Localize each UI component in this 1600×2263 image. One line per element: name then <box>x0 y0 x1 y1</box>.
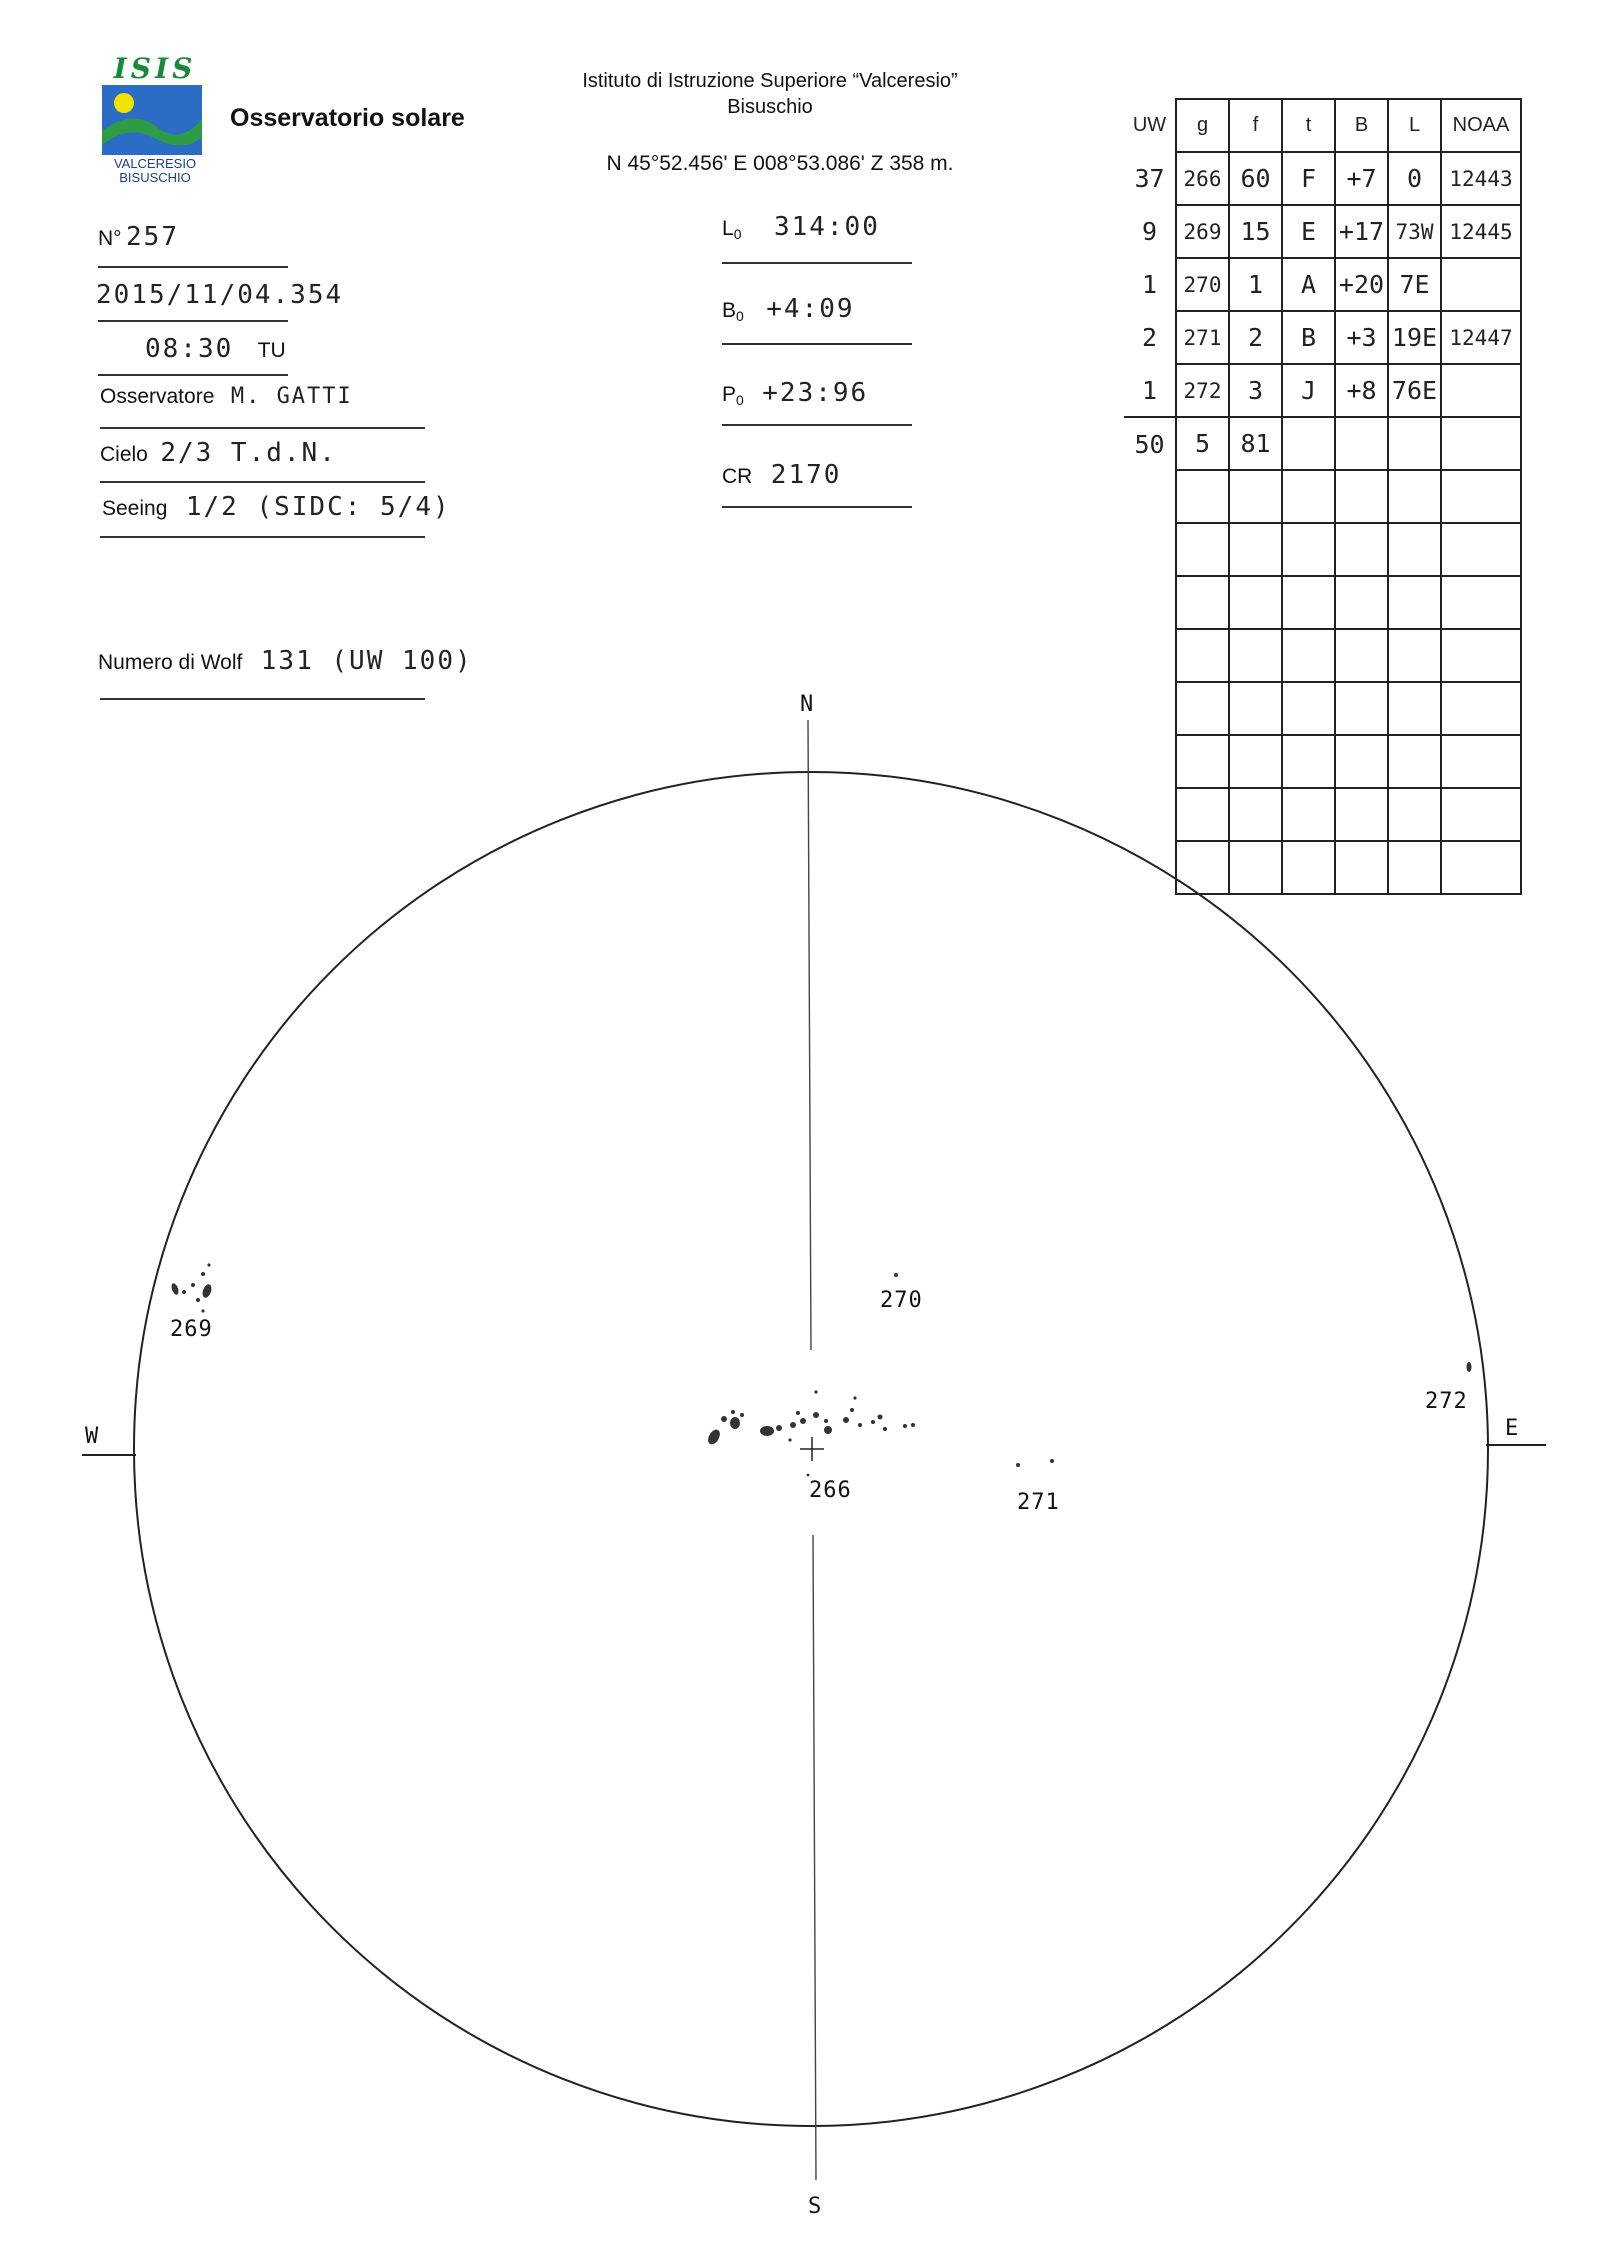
table-cell: 269 <box>1176 205 1229 258</box>
cr-value: 2170 <box>770 460 842 490</box>
north-label: N <box>800 692 814 717</box>
west-label: W <box>85 1424 99 1449</box>
observer-underline <box>100 427 425 429</box>
table-cell: B <box>1282 311 1335 364</box>
group-label-270: 270 <box>880 1288 923 1313</box>
table-empty-row <box>1124 523 1521 576</box>
total-spots: 81 <box>1229 417 1282 470</box>
seeing-label: Seeing <box>102 497 168 520</box>
number-field <box>98 222 179 252</box>
sunspot-group-266 <box>706 1390 915 1476</box>
table-cell: +8 <box>1335 364 1388 417</box>
p0-value: +23:96 <box>762 378 869 408</box>
b0-sub: 0 <box>736 308 744 325</box>
total-uw: 50 <box>1124 417 1176 470</box>
p0-field <box>722 378 868 408</box>
wolf-label: Numero di Wolf <box>98 651 243 674</box>
table-cell: 12445 <box>1441 205 1521 258</box>
logo-emblem-icon <box>102 85 202 155</box>
table-header: UW <box>1132 114 1167 136</box>
table-cell: +20 <box>1335 258 1388 311</box>
time-field <box>145 334 286 364</box>
sky-label: Cielo <box>100 443 148 466</box>
table-header: NOAA <box>1441 99 1521 152</box>
table-header: t <box>1282 99 1335 152</box>
sunspot-group-270 <box>894 1273 898 1277</box>
institute-town: Bisuschio <box>727 96 813 118</box>
observatory-coordinates: N 45°52.456' E 008°53.086' Z 358 m. <box>606 152 954 175</box>
b0-field <box>722 294 855 324</box>
table-cell: 1 <box>1141 375 1158 405</box>
l0-value: 314:00 <box>773 212 880 242</box>
table-cell: 19E <box>1388 311 1441 364</box>
table-cell: 266 <box>1176 152 1229 205</box>
page-title: Osservatorio solare <box>230 104 465 132</box>
table-header: g <box>1176 99 1229 152</box>
institute-name: Istituto di Istruzione Superiore “Valceresio” <box>582 70 958 92</box>
table-empty-row <box>1124 629 1521 682</box>
group-label-272: 272 <box>1425 1389 1468 1414</box>
table-cell: E <box>1282 205 1335 258</box>
table-cell: +17 <box>1335 205 1388 258</box>
south-label: S <box>808 2194 822 2219</box>
cr-field <box>722 460 841 490</box>
sky-field <box>100 438 337 468</box>
seeing-value: 1/2 (SIDC: 5/4) <box>185 492 451 522</box>
number-label: N° <box>98 227 122 250</box>
sunspot-group-271 <box>1016 1459 1054 1467</box>
isis-logo <box>100 52 210 187</box>
table-cell: 271 <box>1176 311 1229 364</box>
table-empty-row <box>1124 470 1521 523</box>
b0-value: +4:09 <box>766 294 855 324</box>
table-row <box>1124 364 1521 417</box>
table-cell: 0 <box>1388 152 1441 205</box>
table-cell: 9 <box>1141 217 1158 246</box>
table-cell: 12447 <box>1441 311 1521 364</box>
p0-underline <box>722 424 912 426</box>
table-cell: 37 <box>1134 164 1165 193</box>
table-cell: A <box>1282 258 1335 311</box>
table-cell <box>1441 364 1521 417</box>
observer-field <box>100 384 353 409</box>
table-cell: +7 <box>1335 152 1388 205</box>
table-cell: 2 <box>1141 323 1158 352</box>
table-cell: 1 <box>1141 270 1158 299</box>
table-header: f <box>1229 99 1282 152</box>
table-cell: 272 <box>1176 364 1229 417</box>
observer-value: M. GATTI <box>230 384 353 409</box>
table-cell: F <box>1282 152 1335 205</box>
table-cell: +3 <box>1335 311 1388 364</box>
table-cell: 76E <box>1388 364 1441 417</box>
group-label-269: 269 <box>170 1317 213 1342</box>
logo-text: ISIS <box>113 52 197 85</box>
table-cell: 60 <box>1229 152 1282 205</box>
sky-underline <box>100 481 425 483</box>
seeing-underline <box>100 536 425 538</box>
date-value: 2015/11/04.354 <box>96 280 344 310</box>
group-label-271: 271 <box>1017 1490 1060 1515</box>
l0-underline <box>722 262 912 264</box>
time-value: 08:30 <box>145 334 234 364</box>
sunspot-group-272 <box>1467 1362 1472 1372</box>
table-cell: 3 <box>1229 364 1282 417</box>
sky-value: 2/3 T.d.N. <box>160 438 337 468</box>
table-cell: 12443 <box>1441 152 1521 205</box>
wolf-value: 131 (UW 100) <box>260 646 473 676</box>
observer-label: Osservatore <box>100 385 215 408</box>
sunspot-group-269 <box>170 1263 213 1312</box>
solar-disk-drawing <box>0 680 1600 2240</box>
cr-label: CR <box>722 465 753 488</box>
l0-sub: 0 <box>733 226 742 243</box>
total-groups: 5 <box>1176 417 1229 470</box>
table-row <box>1124 258 1521 311</box>
table-cell: 73W <box>1388 205 1441 258</box>
table-row <box>1124 311 1521 364</box>
table-cell: 1 <box>1229 258 1282 311</box>
table-cell: 2 <box>1229 311 1282 364</box>
north-axis <box>808 720 811 1350</box>
table-empty-row <box>1124 576 1521 629</box>
table-header: B <box>1335 99 1388 152</box>
wolf-field <box>98 646 473 676</box>
b0-label: B <box>722 299 737 322</box>
number-underline <box>98 266 288 268</box>
group-label-266: 266 <box>809 1478 852 1503</box>
p0-sub: 0 <box>736 392 744 409</box>
date-underline <box>98 320 288 322</box>
time-underline <box>98 374 288 376</box>
l0-field <box>722 212 880 242</box>
number-value: 257 <box>126 222 179 252</box>
cr-underline <box>722 506 912 508</box>
table-cell: 270 <box>1176 258 1229 311</box>
south-axis <box>813 1535 816 2180</box>
table-row <box>1124 205 1521 258</box>
east-label: E <box>1505 1416 1519 1441</box>
logo-caption-1: VALCERESIO <box>113 156 197 171</box>
table-row <box>1124 152 1521 205</box>
table-cell <box>1441 258 1521 311</box>
table-totals-row <box>1124 417 1521 470</box>
p0-label: P <box>722 383 737 406</box>
table-header: L <box>1388 99 1441 152</box>
logo-caption-2: BISUSCHIO <box>119 170 191 185</box>
time-unit: TU <box>257 339 286 362</box>
b0-underline <box>722 343 912 345</box>
table-cell: 7E <box>1388 258 1441 311</box>
seeing-field <box>102 492 451 522</box>
l0-label: L <box>722 217 734 240</box>
table-cell: J <box>1282 364 1335 417</box>
table-cell: 15 <box>1229 205 1282 258</box>
table-header-row <box>1124 99 1521 152</box>
